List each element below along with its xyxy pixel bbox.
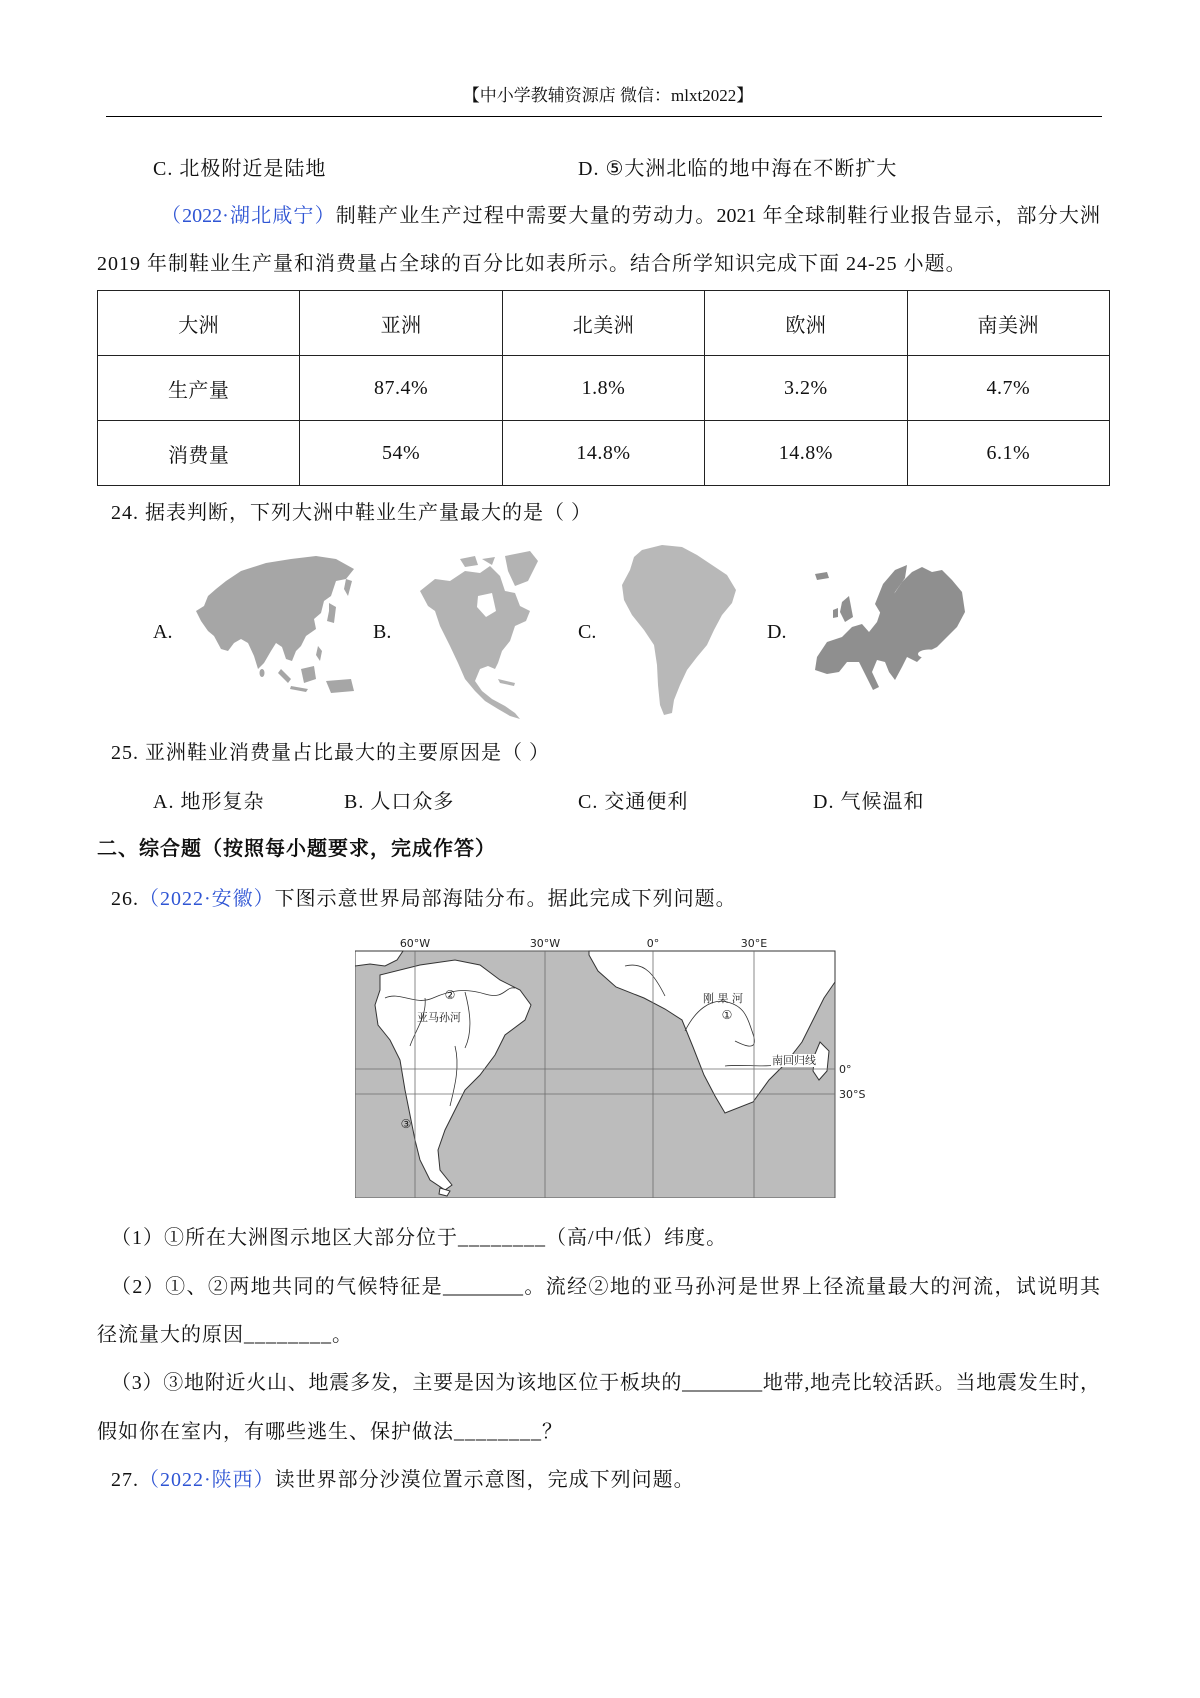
prev-option-c: C. 北极附近是陆地 [153, 158, 327, 180]
table-row [98, 421, 1110, 486]
table-cell: 1.8% [502, 356, 704, 421]
asia-map [196, 551, 356, 699]
q24-option-d-letter: D. [767, 621, 787, 643]
marker-1: ① [721, 1008, 733, 1022]
lon-label: 30°W [529, 937, 561, 950]
lon-label: 60°W [399, 937, 431, 950]
table-cell: 北美洲 [502, 291, 704, 356]
intro-source: （2022·湖北咸宁） [161, 205, 336, 227]
marker-3: ③ [400, 1117, 412, 1131]
south-america-map [622, 545, 737, 717]
header-divider [106, 116, 1102, 117]
table-cell: 南美洲 [907, 291, 1109, 356]
table-cell: 4.7% [907, 356, 1109, 421]
table-header-row [98, 291, 1110, 356]
table-cell: 14.8% [705, 421, 907, 486]
amazon-label: 亚马孙河 [417, 1011, 461, 1024]
lon-label: 0° [646, 937, 660, 950]
table-cell: 14.8% [502, 421, 704, 486]
table-row [98, 356, 1110, 421]
table-cell: 亚洲 [300, 291, 502, 356]
q26-stem-line [111, 885, 737, 913]
q26-sub1: （1）①所在大洲图示地区大部分位于________（高/中/低）纬度。 [111, 1227, 728, 1249]
q26-number: 26. [111, 888, 139, 910]
q25-option-a: A. 地形复杂 [153, 791, 265, 813]
q27-number: 27. [111, 1469, 139, 1491]
intro-text-1: 制鞋产业生产过程中需要大量的劳动力。2021 年全球制鞋行业报告显示，部分大洲 [335, 205, 1100, 227]
q26-stem: 下图示意世界局部海陆分布。据此完成下列问题。 [274, 888, 737, 910]
north-america-map [420, 551, 540, 721]
lat-label: 30°S [839, 1088, 866, 1101]
table-cell: 生产量 [98, 356, 300, 421]
q26-sub3-line1: （3）③地附近火山、地震多发，主要是因为该地区位于板块的________地带,地壳比较活跃。当地震发生时， [111, 1372, 1100, 1394]
table-cell: 87.4% [300, 356, 502, 421]
q27-stem-line [111, 1466, 695, 1494]
table-cell: 6.1% [907, 421, 1109, 486]
q27-stem: 读世界部分沙漠位置示意图，完成下列问题。 [274, 1469, 695, 1491]
q24-option-b-letter: B. [373, 621, 392, 643]
q26-sub2-line1: （2）①、②两地共同的气候特征是________。流经②地的亚马孙河是世界上径流量最大的河流，试说明其 [111, 1276, 1100, 1298]
table-cell: 欧洲 [705, 291, 907, 356]
table-cell: 54% [300, 421, 502, 486]
marker-2: ② [444, 988, 456, 1002]
q26-sub2-line2: 径流量大的原因________。 [97, 1324, 353, 1346]
q24-stem: 24. 据表判断，下列大洲中鞋业生产量最大的是（ ） [111, 502, 592, 524]
tropic-label: 南回归线 [772, 1054, 816, 1067]
q24-option-c-letter: C. [578, 621, 597, 643]
q25-option-c: C. 交通便利 [578, 791, 689, 813]
europe-map [807, 562, 965, 698]
prev-option-d: D. ⑤大洲北临的地中海在不断扩大 [578, 158, 898, 180]
intro-line-2: 2019 年制鞋业生产量和消费量占全球的百分比如表所示。结合所学知识完成下面 24-25 小题。 [97, 253, 967, 275]
q24-option-a-letter: A. [153, 621, 173, 643]
q25-stem: 25. 亚洲鞋业消费量占比最大的主要原因是（ ） [111, 742, 550, 764]
page-header-title: 【中小学教辅资源店 微信：mlxt2022】 [462, 86, 754, 105]
q27-source: （2022·陕西） [139, 1469, 275, 1491]
q26-sub3-line2: 假如你在室内，有哪些逃生、保护做法________？ [97, 1421, 563, 1443]
section-title: 二、综合题（按照每小题要求，完成作答） [97, 838, 496, 860]
q25-option-d: D. 气候温和 [813, 791, 925, 813]
world-sea-land-map [355, 936, 870, 1198]
intro-line-1 [161, 202, 1100, 230]
lat-label: 0° [839, 1063, 852, 1076]
shoe-industry-table [97, 290, 1110, 486]
table-cell: 消费量 [98, 421, 300, 486]
congo-label: 刚 果 河 [703, 992, 743, 1005]
table-cell: 3.2% [705, 356, 907, 421]
q26-source: （2022·安徽） [139, 888, 275, 910]
lon-label: 30°E [740, 937, 768, 950]
table-cell: 大洲 [98, 291, 300, 356]
q25-option-b: B. 人口众多 [344, 791, 455, 813]
